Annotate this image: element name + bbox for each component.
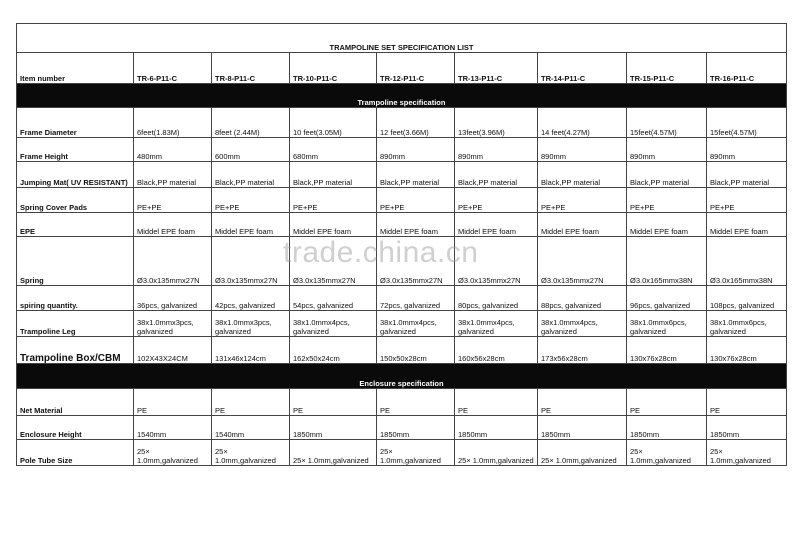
table-cell: 96pcs, galvanized [627, 286, 707, 311]
table-cell: 480mm [134, 138, 212, 162]
table-cell: 130x76x28cm [627, 337, 707, 364]
item-number-row [17, 53, 787, 84]
table-cell: 25× 1.0mm,galvanized [455, 440, 538, 466]
table-row [17, 138, 787, 162]
table-cell: Black,PP material [455, 162, 538, 188]
table-row [17, 162, 787, 188]
table-cell: Black,PP material [377, 162, 455, 188]
item-number-cell: TR-6-P11-C [134, 53, 212, 84]
row-label: Pole Tube Size [17, 440, 134, 466]
table-row [17, 416, 787, 440]
table-cell: PE [707, 389, 787, 416]
item-number-cell: TR-13-P11-C [455, 53, 538, 84]
table-cell: PE+PE [707, 188, 787, 213]
item-number-cell: TR-14-P11-C [538, 53, 627, 84]
table-cell: 108pcs, galvanized [707, 286, 787, 311]
table-cell: 25× 1.0mm,galvanized [707, 440, 787, 466]
table-cell: Ø3.0x135mmx27N [538, 237, 627, 286]
table-cell: 14 feet(4.27M) [538, 108, 627, 138]
item-number-label: Item number [17, 53, 134, 84]
table-cell: 173x56x28cm [538, 337, 627, 364]
section-title: Enclosure specification [17, 364, 787, 389]
table-cell: 600mm [212, 138, 290, 162]
table-cell: Ø3.0x165mmx38N [627, 237, 707, 286]
table-cell: 162x50x24cm [290, 337, 377, 364]
table-cell: 25× 1.0mm,galvanized [290, 440, 377, 466]
table-cell: 1850mm [538, 416, 627, 440]
table-cell: Middel EPE foam [707, 213, 787, 237]
table-row [17, 108, 787, 138]
table-cell: Middel EPE foam [627, 213, 707, 237]
table-cell: 25× 1.0mm,galvanized [212, 440, 290, 466]
table-cell: 890mm [455, 138, 538, 162]
table-cell: 42pcs, galvanized [212, 286, 290, 311]
table-cell: Middel EPE foam [377, 213, 455, 237]
table-cell: 25× 1.0mm,galvanized [134, 440, 212, 466]
table-cell: PE [212, 389, 290, 416]
table-cell: 160x56x28cm [455, 337, 538, 364]
table-cell: PE+PE [455, 188, 538, 213]
table-cell: 38x1.0mmx3pcs, galvanized [134, 311, 212, 337]
table-cell: 6feet(1.83M) [134, 108, 212, 138]
table-cell: Middel EPE foam [290, 213, 377, 237]
table-cell: Ø3.0x135mmx27N [290, 237, 377, 286]
table-cell: 680mm [290, 138, 377, 162]
table-cell: 38x1.0mmx4pcs, galvanized [290, 311, 377, 337]
table-cell: Black,PP material [134, 162, 212, 188]
table-cell: 131x46x124cm [212, 337, 290, 364]
table-cell: 12 feet(3.66M) [377, 108, 455, 138]
spec-sheet [16, 23, 786, 466]
table-cell: PE [134, 389, 212, 416]
table-cell: Ø3.0x135mmx27N [455, 237, 538, 286]
table-cell: 36pcs, galvanized [134, 286, 212, 311]
table-cell: 1850mm [707, 416, 787, 440]
row-label: Enclosure Height [17, 416, 134, 440]
row-label: Jumping Mat( UV RESISTANT) [17, 162, 134, 188]
table-cell: PE+PE [627, 188, 707, 213]
table-cell: PE+PE [538, 188, 627, 213]
row-label: EPE [17, 213, 134, 237]
page-title: TRAMPOLINE SET SPECIFICATION LIST [17, 24, 787, 53]
table-cell: Middel EPE foam [538, 213, 627, 237]
table-cell: 38x1.0mmx4pcs, galvanized [538, 311, 627, 337]
table-cell: Black,PP material [538, 162, 627, 188]
table-cell: 38x1.0mmx4pcs, galvanized [455, 311, 538, 337]
item-number-cell: TR-10-P11-C [290, 53, 377, 84]
table-row [17, 213, 787, 237]
row-label: Trampoline Box/CBM [17, 337, 134, 364]
table-cell: PE [455, 389, 538, 416]
table-cell: Middel EPE foam [212, 213, 290, 237]
table-cell: 102X43X24CM [134, 337, 212, 364]
table-cell: Ø3.0x135mmx27N [377, 237, 455, 286]
table-cell: 15feet(4.57M) [707, 108, 787, 138]
section-header-trampoline [17, 84, 787, 108]
table-cell: 1850mm [290, 416, 377, 440]
table-row [17, 337, 787, 364]
table-cell: 1850mm [455, 416, 538, 440]
row-label: Frame Height [17, 138, 134, 162]
table-cell: Black,PP material [212, 162, 290, 188]
table-cell: 1850mm [377, 416, 455, 440]
table-row [17, 440, 787, 466]
table-cell: Black,PP material [627, 162, 707, 188]
table-cell: 25× 1.0mm,galvanized [538, 440, 627, 466]
table-cell: 1540mm [134, 416, 212, 440]
table-cell: 38x1.0mmx4pcs, galvanized [377, 311, 455, 337]
table-row [17, 311, 787, 337]
spec-table [16, 23, 787, 466]
row-label: Net Material [17, 389, 134, 416]
table-cell: 8feet (2.44M) [212, 108, 290, 138]
table-cell: Middel EPE foam [455, 213, 538, 237]
table-cell: 890mm [538, 138, 627, 162]
table-row [17, 389, 787, 416]
table-cell: PE+PE [377, 188, 455, 213]
table-cell: Ø3.0x135mmx27N [134, 237, 212, 286]
table-cell: PE+PE [212, 188, 290, 213]
table-cell: Black,PP material [707, 162, 787, 188]
table-cell: PE [377, 389, 455, 416]
table-cell: PE+PE [134, 188, 212, 213]
row-label: Spring [17, 237, 134, 286]
table-cell: Ø3.0x165mmx38N [707, 237, 787, 286]
item-number-cell: TR-15-P11-C [627, 53, 707, 84]
table-row [17, 237, 787, 286]
row-label: spiring quantity. [17, 286, 134, 311]
table-cell: 1850mm [627, 416, 707, 440]
table-row [17, 188, 787, 213]
table-cell: PE [290, 389, 377, 416]
table-cell: 13feet(3.96M) [455, 108, 538, 138]
table-cell: 38x1.0mmx6pcs, galvanized [627, 311, 707, 337]
row-label: Frame Diameter [17, 108, 134, 138]
item-number-cell: TR-12-P11-C [377, 53, 455, 84]
table-cell: 1540mm [212, 416, 290, 440]
item-number-cell: TR-16-P11-C [707, 53, 787, 84]
table-cell: PE [538, 389, 627, 416]
section-header-enclosure [17, 364, 787, 389]
table-cell: PE+PE [290, 188, 377, 213]
table-cell: 80pcs, galvanized [455, 286, 538, 311]
table-cell: 38x1.0mmx3pcs, galvanized [212, 311, 290, 337]
table-cell: 54pcs, galvanized [290, 286, 377, 311]
table-cell: 890mm [707, 138, 787, 162]
section-title: Trampoline specification [17, 84, 787, 108]
table-cell: 15feet(4.57M) [627, 108, 707, 138]
table-cell: 890mm [377, 138, 455, 162]
table-cell: PE [627, 389, 707, 416]
table-cell: Middel EPE foam [134, 213, 212, 237]
table-cell: 25× 1.0mm,galvanized [627, 440, 707, 466]
table-cell: Black,PP material [290, 162, 377, 188]
table-cell: 38x1.0mmx6pcs, galvanized [707, 311, 787, 337]
item-number-cell: TR-8-P11-C [212, 53, 290, 84]
table-row [17, 286, 787, 311]
table-cell: 72pcs, galvanized [377, 286, 455, 311]
row-label: Spring Cover Pads [17, 188, 134, 213]
table-cell: 890mm [627, 138, 707, 162]
table-cell: Ø3.0x135mmx27N [212, 237, 290, 286]
table-cell: 88pcs, galvanized [538, 286, 627, 311]
table-cell: 130x76x28cm [707, 337, 787, 364]
table-cell: 150x50x28cm [377, 337, 455, 364]
table-cell: 10 feet(3.05M) [290, 108, 377, 138]
table-cell: 25× 1.0mm,galvanized [377, 440, 455, 466]
row-label: Trampoline Leg [17, 311, 134, 337]
watermark: trade.china.cn [283, 236, 479, 269]
title-row [17, 24, 787, 53]
